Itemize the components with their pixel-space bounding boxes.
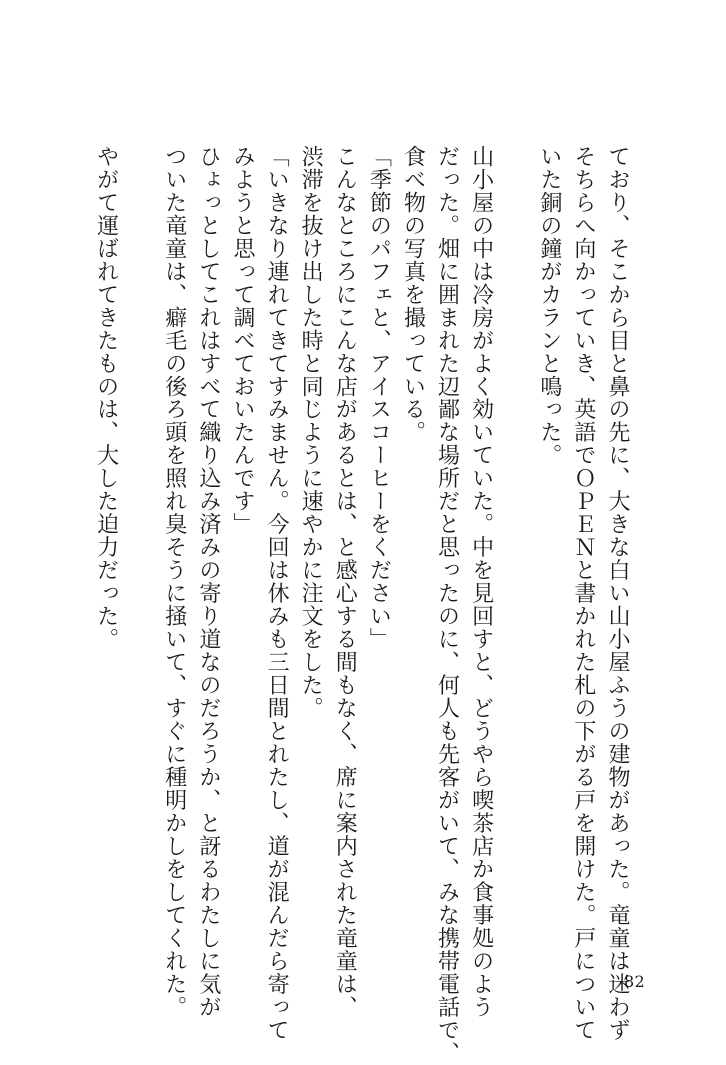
blank-line: [123, 145, 157, 955]
text-line: だった。畑に囲まれた辺鄙な場所だと思ったのに、何人も先客がいて、みな携帯電話で、: [434, 145, 460, 1065]
text-line: そちらへ向かっていき、英語でＯＰＥＮと書かれた札の下がる戸を開けた。戸について: [570, 145, 596, 1042]
text-line: ついた竜童は、癖毛の後ろ頭を照れ臭そうに掻いて、すぐに種明かしをしてくれた。: [161, 145, 187, 1019]
page-number: 82: [624, 972, 645, 991]
text-line: こんなところにこんな店があるとは、と感心する間もなく、席に案内された竜童は、: [332, 145, 358, 1019]
text-line: やがて運ばれてきたものは、大した迫力だった。: [93, 145, 119, 651]
text-line: 「いきなり連れてきてすみません。今回は休みも三日間とれたし、道が混んだら寄って: [264, 145, 290, 1042]
text-line: 山小屋の中は冷房がよく効いていた。中を見回すと、どうやら喫茶店か食事処のよう: [468, 145, 494, 1019]
text-line: 「季節のパフェと、アイスコーヒーをください」: [366, 145, 392, 651]
blank-line: [498, 145, 532, 955]
text-line: ひょっとしてこれはすべて織り込み済みの寄り道なのだろうか、と訝るわたしに気が: [195, 145, 221, 1019]
text-line: ており、そこから目と鼻の先に、大きな白い山小屋ふうの建物があった。竜童は迷わず: [605, 145, 630, 1042]
text-line: いた銅の鐘がカランと鳴った。: [536, 145, 562, 467]
text-line: みようと思って調べておいたんです」: [229, 145, 255, 536]
text-line: 食べ物の写真を撮っている。: [400, 145, 426, 444]
text-line: 渋滞を抜け出した時と同じように速やかに注文をした。: [298, 145, 324, 720]
